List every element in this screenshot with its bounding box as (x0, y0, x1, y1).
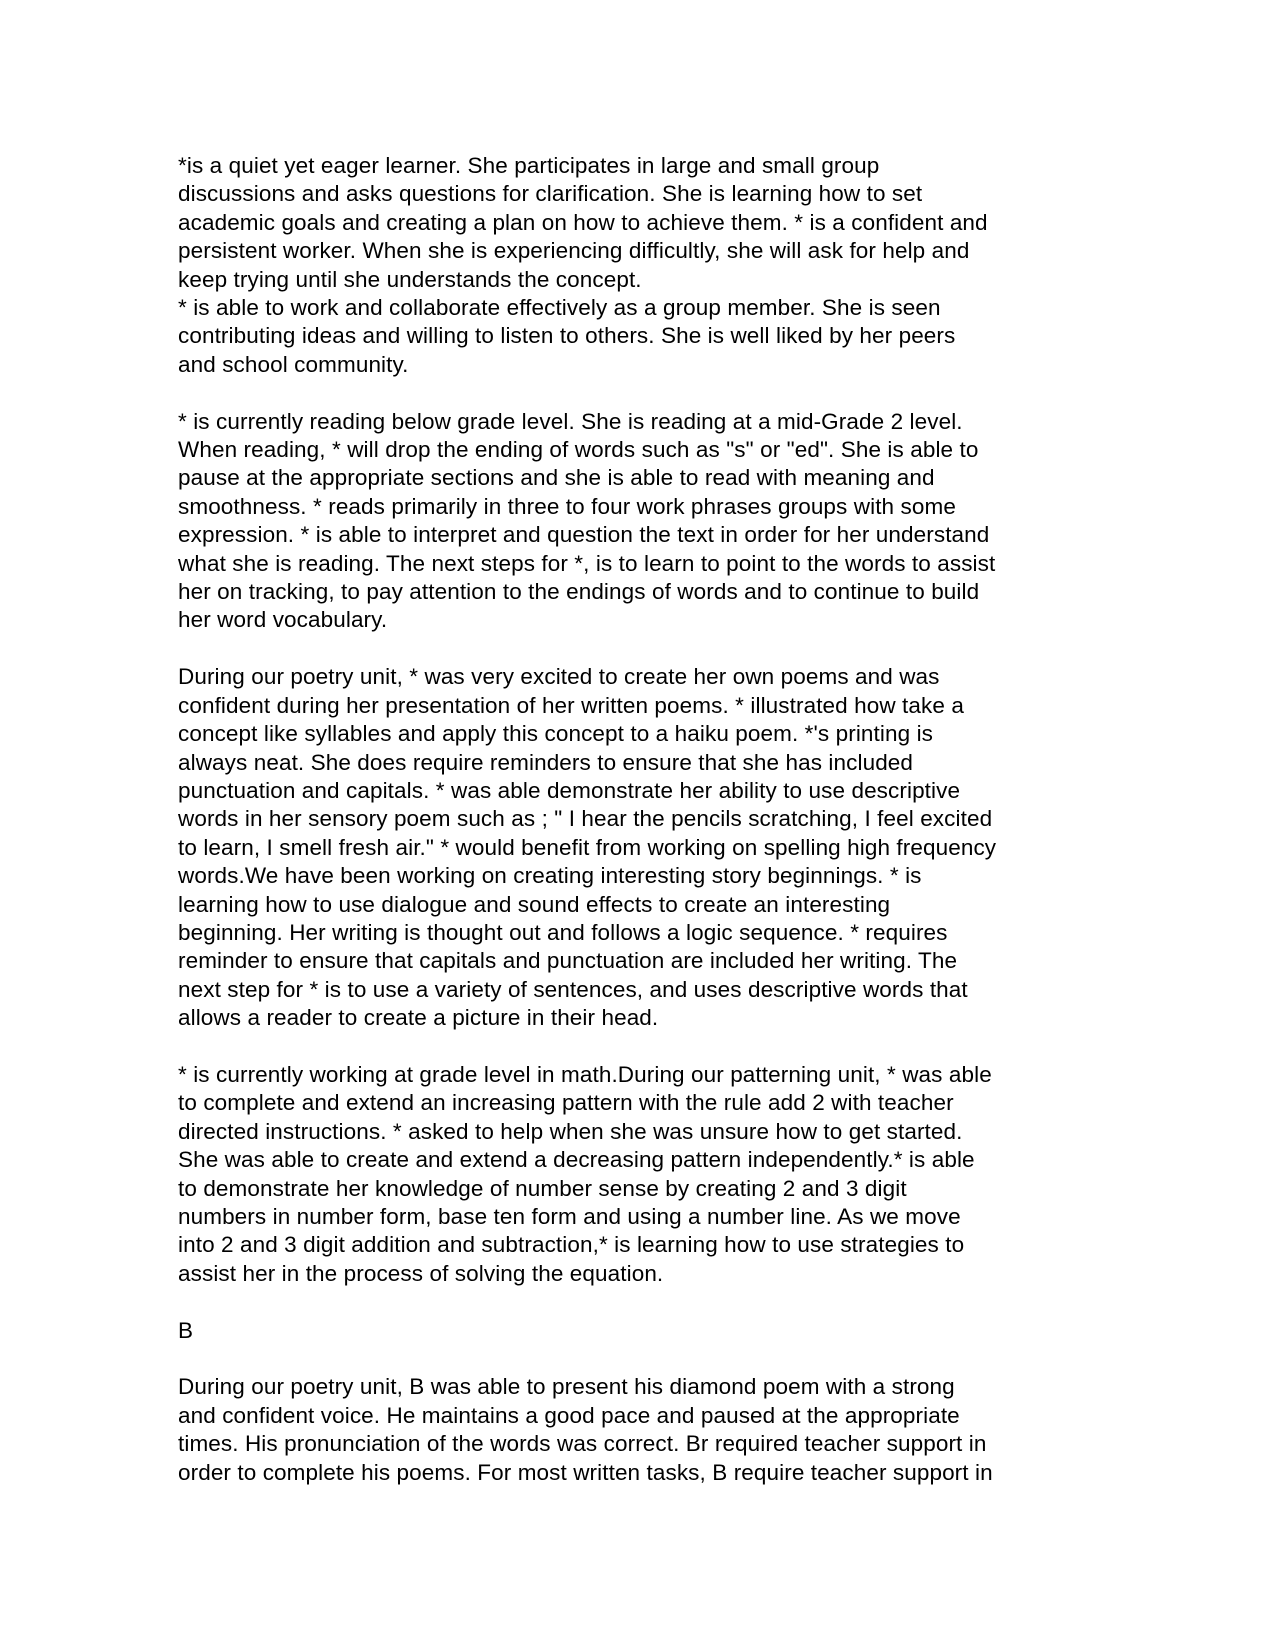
text-line: B (178, 1317, 194, 1343)
text-line: words in her sensory poem such as ; " I hear the pencils scratching, I feel excited (178, 806, 993, 832)
text-line: confident during her presentation of her written poems. * illustrated how take a (178, 692, 964, 718)
text-line: * is currently working at grade level in math.During our patterning unit, * was able (178, 1061, 992, 1087)
text-line: *is a quiet yet eager learner. She participates in large and small group (178, 153, 880, 178)
text-line: always neat. She does require reminders to ensure that she has included (178, 749, 914, 775)
text-line: to demonstrate her knowledge of number sense by creating 2 and 3 digit (178, 1175, 907, 1201)
text-line: into 2 and 3 digit addition and subtraction,* is learning how to use strategies to (178, 1232, 965, 1258)
blank-line (178, 1033, 1215, 1061)
text-line: smoothness. * reads primarily in three to four work phrases groups with some (178, 493, 956, 519)
text-line: During our poetry unit, B was able to present his diamond poem with a strong (178, 1374, 955, 1400)
text-line: and school community. (178, 351, 409, 377)
blank-line (178, 1345, 1215, 1373)
text-line: When reading, * will drop the ending of words such as "s" or "ed". She is able to (178, 437, 979, 463)
text-line: allows a reader to create a picture in their head. (178, 1005, 659, 1031)
text-line: to learn, I smell fresh air." * would benefit from working on spelling high frequency (178, 834, 997, 860)
text-line: to complete and extend an increasing pattern with the rule add 2 with teacher (178, 1090, 954, 1116)
text-line: her word vocabulary. (178, 607, 388, 633)
text-line: * is currently reading below grade level. She is reading at a mid-Grade 2 level. (178, 408, 963, 434)
blank-line (178, 635, 1215, 663)
text-line: punctuation and capitals. * was able demonstrate her ability to use descriptive (178, 777, 961, 803)
text-line: keep trying until she understands the concept. (178, 266, 642, 292)
text-line: assist her in the process of solving the equation. (178, 1260, 664, 1286)
text-line: order to complete his poems. For most written tasks, B require teacher support in (178, 1459, 993, 1485)
text-line: During our poetry unit, * was very excited to create her own poems and was (178, 664, 940, 690)
blank-line (178, 1288, 1215, 1316)
text-line: pause at the appropriate sections and she is able to read with meaning and (178, 465, 935, 491)
document-text (178, 152, 1215, 1487)
text-line: learning how to use dialogue and sound effects to create an interesting (178, 891, 891, 917)
text-line: contributing ideas and willing to listen to others. She is well liked by her peers (178, 323, 956, 349)
text-line: concept like syllables and apply this concept to a haiku poem. *'s printing is (178, 721, 934, 747)
text-line: times. His pronunciation of the words was correct. Br required teacher support in (178, 1431, 987, 1457)
text-line: She was able to create and extend a decreasing pattern independently.* is able (178, 1147, 975, 1173)
text-line: * is able to work and collaborate effectively as a group member. She is seen (178, 295, 941, 321)
text-line: academic goals and creating a plan on how to achieve them. * is a confident and (178, 209, 988, 235)
text-line: beginning. Her writing is thought out and follows a logic sequence. * requires (178, 919, 948, 945)
text-line: next step for * is to use a variety of sentences, and uses descriptive words that (178, 976, 968, 1002)
text-line: words.We have been working on creating interesting story beginnings. * is (178, 863, 922, 889)
text-line: her on tracking, to pay attention to the endings of words and to continue to build (178, 579, 980, 605)
text-line: numbers in number form, base ten form and using a number line. As we move (178, 1203, 961, 1229)
text-line: expression. * is able to interpret and question the text in order for her understand (178, 522, 990, 548)
blank-line (178, 379, 1215, 407)
text-line: directed instructions. * asked to help when she was unsure how to get started. (178, 1118, 963, 1144)
text-line: discussions and asks questions for clarification. She is learning how to set (178, 181, 923, 207)
text-line: reminder to ensure that capitals and punctuation are included her writing. The (178, 948, 958, 974)
text-line: persistent worker. When she is experiencing difficultly, she will ask for help and (178, 238, 970, 264)
text-line: and confident voice. He maintains a good pace and paused at the appropriate (178, 1402, 960, 1428)
text-line: what she is reading. The next steps for *, is to learn to point to the words to assist (178, 550, 996, 576)
